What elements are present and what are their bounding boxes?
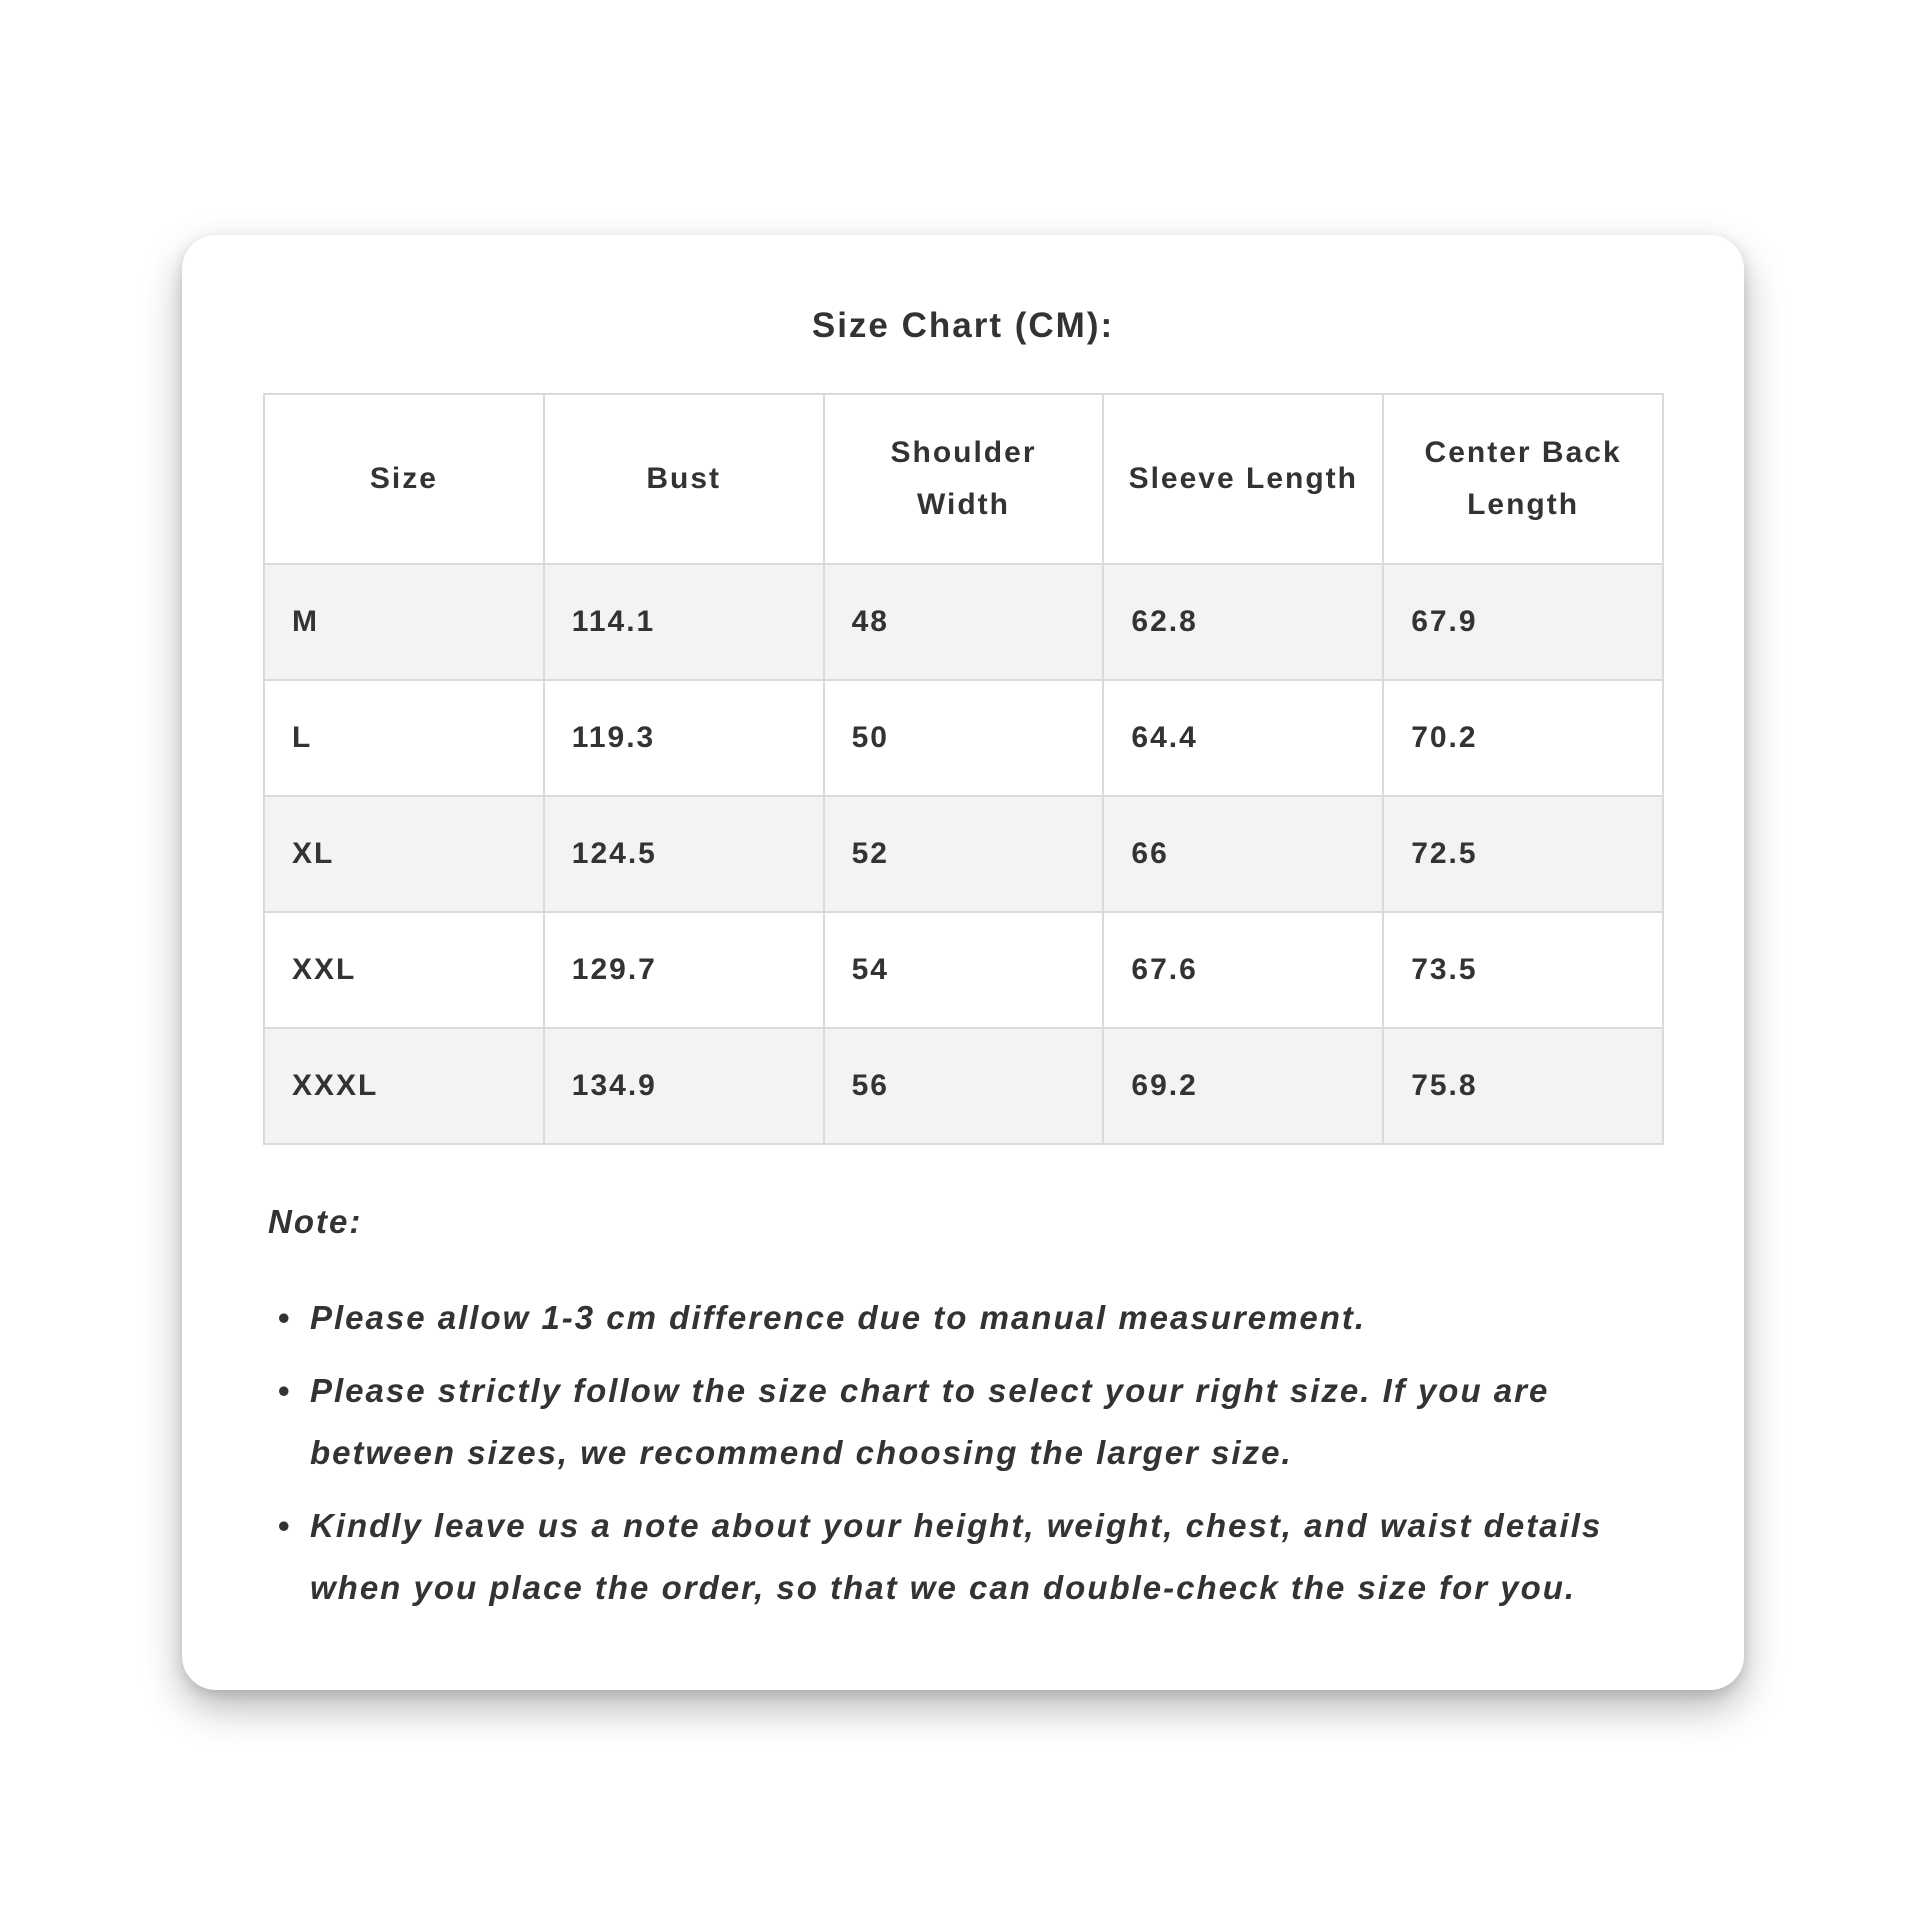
- note-text: Kindly leave us a note about your height, weight, chest, and waist details when you place the order, so that we can double-check the size for you.: [310, 1507, 1603, 1606]
- cell-size: XL: [264, 796, 544, 912]
- cell-shoulder-width: 56: [824, 1028, 1104, 1144]
- size-chart-card: [182, 235, 1744, 1690]
- cell-center-back-length: 70.2: [1383, 680, 1663, 796]
- cell-sleeve-length: 69.2: [1103, 1028, 1383, 1144]
- list-item: [278, 1287, 1680, 1349]
- cell-bust: 119.3: [544, 680, 824, 796]
- cell-sleeve-length: 67.6: [1103, 912, 1383, 1028]
- cell-center-back-length: 73.5: [1383, 912, 1663, 1028]
- cell-center-back-length: 72.5: [1383, 796, 1663, 912]
- bullet-icon: •: [278, 1507, 292, 1544]
- cell-shoulder-width: 48: [824, 564, 1104, 680]
- note-text: Please strictly follow the size chart to select your right size. If you are between sizes, we recommend choosing the larger size.: [310, 1372, 1550, 1471]
- bullet-icon: •: [278, 1299, 292, 1336]
- cell-bust: 124.5: [544, 796, 824, 912]
- cell-center-back-length: 67.9: [1383, 564, 1663, 680]
- table-row: [264, 912, 1663, 1028]
- header-sleeve-length: Sleeve Length: [1103, 394, 1383, 564]
- cell-shoulder-width: 54: [824, 912, 1104, 1028]
- list-item: [278, 1495, 1680, 1619]
- note-list: [278, 1287, 1680, 1630]
- note-text: Please allow 1-3 cm difference due to manual measurement.: [310, 1299, 1367, 1336]
- table-row: [264, 796, 1663, 912]
- table-header-row: [264, 394, 1663, 564]
- cell-size: L: [264, 680, 544, 796]
- list-item: [278, 1360, 1680, 1484]
- header-center-back-length: Center Back Length: [1383, 394, 1663, 564]
- cell-center-back-length: 75.8: [1383, 1028, 1663, 1144]
- cell-bust: 129.7: [544, 912, 824, 1028]
- cell-shoulder-width: 52: [824, 796, 1104, 912]
- header-size: Size: [264, 394, 544, 564]
- cell-sleeve-length: 64.4: [1103, 680, 1383, 796]
- size-chart-table: [263, 393, 1664, 1145]
- size-chart-title: Size Chart (CM):: [811, 306, 1115, 345]
- table-row: [264, 680, 1663, 796]
- cell-bust: 134.9: [544, 1028, 824, 1144]
- cell-sleeve-length: 62.8: [1103, 564, 1383, 680]
- cell-size: XXXL: [264, 1028, 544, 1144]
- cell-size: XXL: [264, 912, 544, 1028]
- note-label: Note:: [268, 1203, 363, 1240]
- cell-sleeve-length: 66: [1103, 796, 1383, 912]
- cell-bust: 114.1: [544, 564, 824, 680]
- header-shoulder-width: Shoulder Width: [824, 394, 1104, 564]
- bullet-icon: •: [278, 1372, 292, 1409]
- cell-size: M: [264, 564, 544, 680]
- table-row: [264, 564, 1663, 680]
- header-bust: Bust: [544, 394, 824, 564]
- table-row: [264, 1028, 1663, 1144]
- cell-shoulder-width: 50: [824, 680, 1104, 796]
